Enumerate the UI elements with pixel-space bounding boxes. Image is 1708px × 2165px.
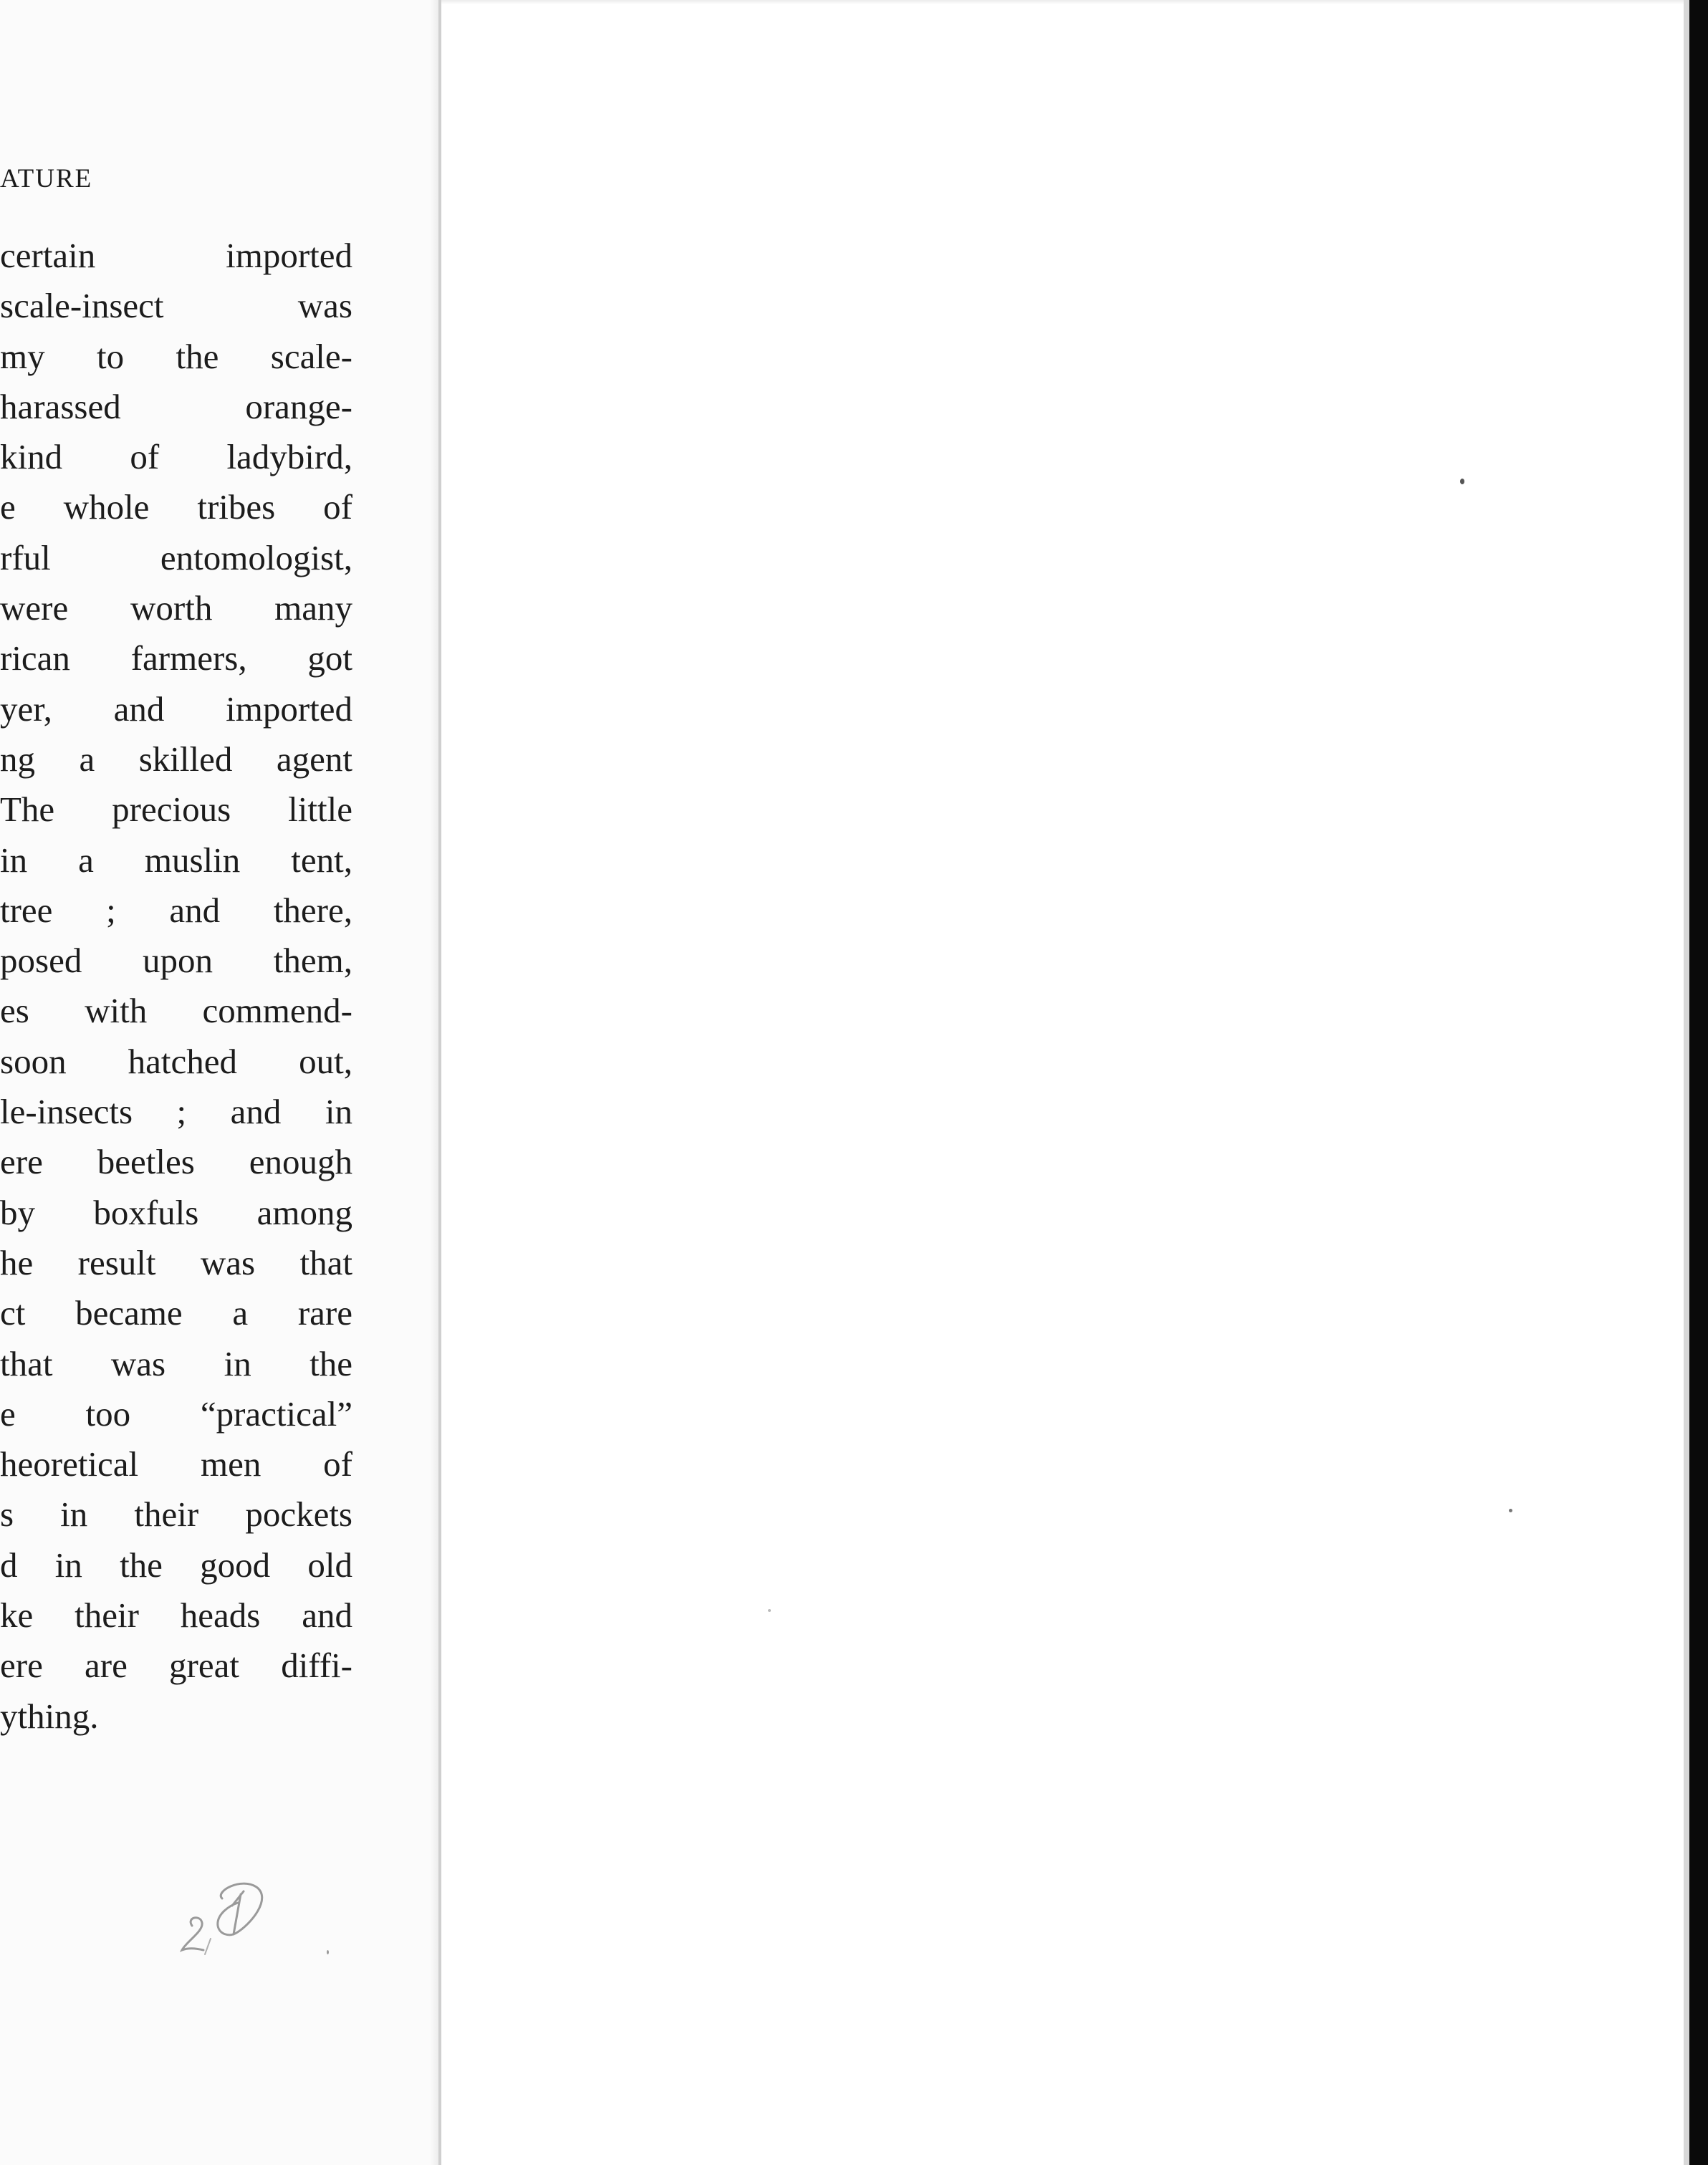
running-head: ATURE bbox=[0, 164, 93, 193]
text-line: tree ; and there, bbox=[0, 890, 352, 930]
text-line: rican farmers, got bbox=[0, 638, 352, 678]
paper-speck bbox=[1460, 479, 1464, 484]
paper-speck bbox=[327, 1950, 329, 1954]
text-line: certain imported bbox=[0, 236, 352, 275]
text-line: that was in the bbox=[0, 1343, 352, 1383]
text-line: by boxfuls among bbox=[0, 1192, 352, 1232]
text-line: kind of ladybird, bbox=[0, 437, 352, 477]
text-line: e too “practical” bbox=[0, 1393, 352, 1434]
scan-border bbox=[1689, 0, 1708, 2165]
text-line: harassed orange- bbox=[0, 386, 352, 426]
text-line: my to the scale- bbox=[0, 336, 352, 376]
gutter-shadow bbox=[430, 0, 438, 2165]
text-line: The precious little bbox=[0, 789, 352, 830]
text-line: in a muslin tent, bbox=[0, 840, 352, 880]
text-line: es with commend- bbox=[0, 991, 352, 1031]
text-line: soon hatched out, bbox=[0, 1041, 352, 1081]
text-line: scale-insect was bbox=[0, 286, 352, 326]
text-line: he result was that bbox=[0, 1242, 352, 1282]
text-line: ere beetles enough bbox=[0, 1142, 352, 1182]
left-page bbox=[0, 0, 438, 2165]
text-line: ke their heads and bbox=[0, 1595, 352, 1636]
text-line: posed upon them, bbox=[0, 941, 352, 981]
text-line: rful entomologist, bbox=[0, 537, 352, 577]
text-line: heoretical men of bbox=[0, 1444, 352, 1484]
body-text bbox=[0, 231, 365, 1742]
text-line: e whole tribes of bbox=[0, 487, 352, 527]
paper-speck bbox=[1509, 1509, 1512, 1512]
text-line: ere are great diffi- bbox=[0, 1646, 352, 1686]
text-line: ct became a rare bbox=[0, 1293, 352, 1333]
page-top-shadow bbox=[441, 0, 1689, 4]
text-line: were worth many bbox=[0, 588, 352, 628]
pencil-folio-mark bbox=[172, 1870, 287, 1963]
text-line: yer, and imported bbox=[0, 688, 352, 729]
text-line: le-insects ; and in bbox=[0, 1092, 352, 1132]
text-line: d in the good old bbox=[0, 1545, 352, 1585]
text-line: ything. bbox=[0, 1696, 99, 1736]
text-line: s in their pockets bbox=[0, 1494, 352, 1535]
paper-speck bbox=[768, 1609, 771, 1612]
page-edge bbox=[1684, 0, 1689, 2165]
text-line: ng a skilled agent bbox=[0, 739, 352, 779]
right-page-blank bbox=[441, 0, 1689, 2165]
